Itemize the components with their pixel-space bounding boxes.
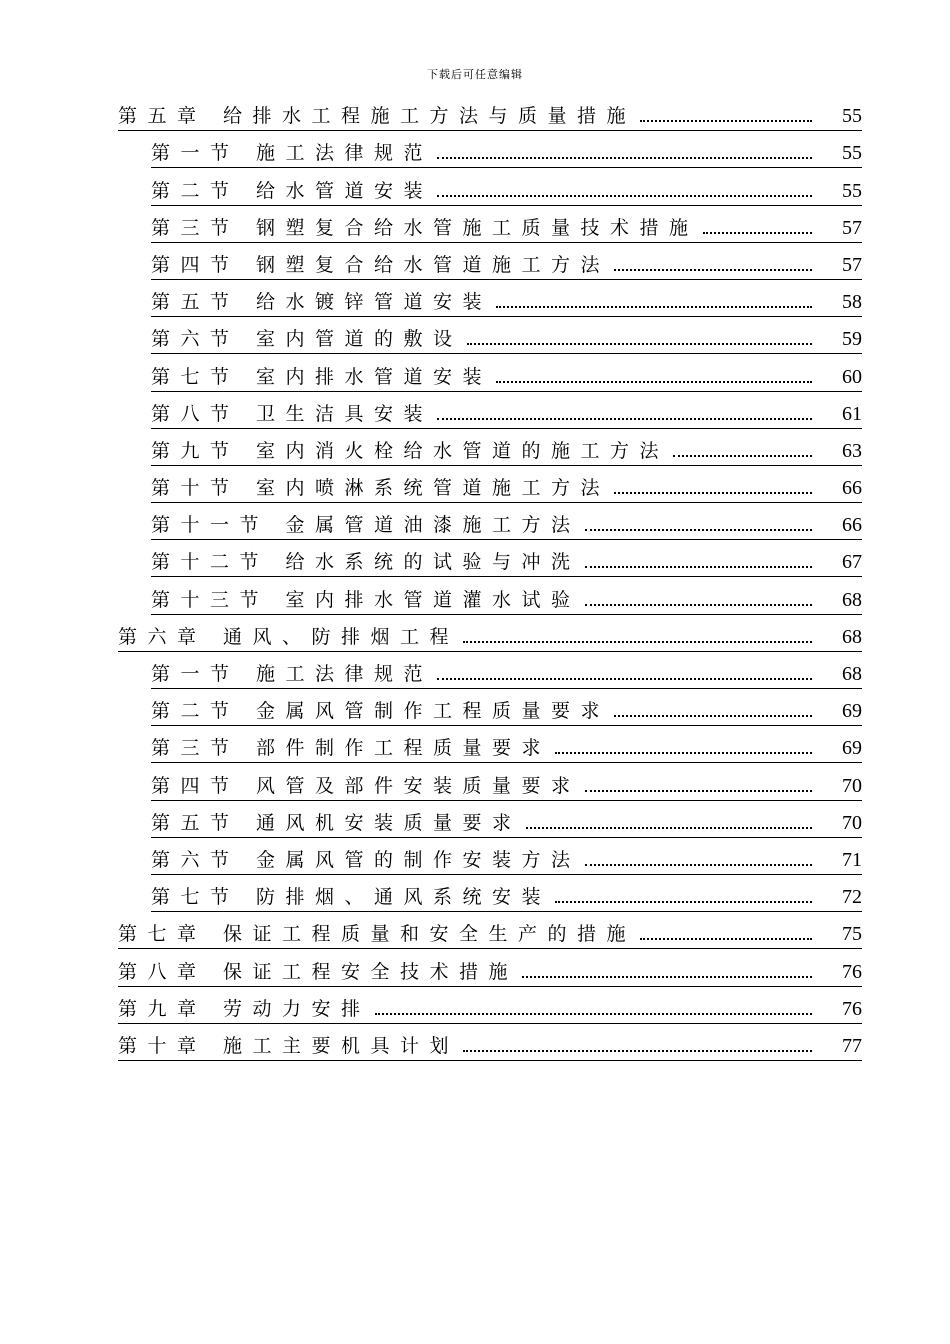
toc-entry-title: 第五章 给排水工程施工方法与质量措施: [118, 105, 637, 128]
toc-page-number: 59: [842, 328, 862, 351]
toc-page-number: 67: [842, 551, 862, 574]
toc-entry-title: 第四节 风管及部件安装质量要求: [151, 774, 581, 797]
toc-chapter-link[interactable]: [118, 987, 862, 1024]
toc-dot-leader: [467, 343, 812, 345]
toc-dot-leader: [614, 715, 812, 717]
toc-entry-title: 第九节 室内消火栓给水管道的施工方法: [151, 439, 670, 462]
toc-entry-title: 第十二节 给水系统的试验与冲洗: [151, 551, 581, 574]
toc-section-link[interactable]: [151, 801, 862, 838]
toc-chapter-link[interactable]: [118, 949, 862, 986]
toc-entry-title: 第六节 室内管道的敷设: [151, 328, 463, 351]
toc-entry-title: 第九章 劳动力安排: [118, 997, 371, 1020]
toc-dot-leader: [614, 269, 812, 271]
toc-entry-title: 第六节 金属风管的制作安装方法: [151, 848, 581, 871]
toc-section-link[interactable]: [151, 503, 862, 540]
toc-dot-leader: [555, 901, 812, 903]
toc-section-link[interactable]: [151, 243, 862, 280]
toc-entry-title: 第七章 保证工程质量和安全生产的措施: [118, 923, 637, 946]
toc-section-link[interactable]: [151, 689, 862, 726]
toc-entry-title: 第四节 钢塑复合给水管道施工方法: [151, 253, 611, 276]
toc-chapter-link[interactable]: [118, 94, 862, 131]
toc-page-number: 77: [842, 1034, 862, 1057]
toc-entry-title: 第一节 施工法律规范: [151, 663, 434, 685]
table-of-contents: [118, 94, 862, 1061]
toc-entry-title: 第三节 部件制作工程质量要求: [151, 737, 552, 760]
toc-entry-title: 第七节 防排烟、通风系统安装: [151, 886, 552, 909]
toc-entry-title: 第七节 室内排水管道安装: [151, 365, 493, 388]
toc-dot-leader: [555, 752, 812, 754]
toc-section-link[interactable]: [151, 875, 862, 912]
toc-page-number: 70: [842, 811, 862, 834]
toc-dot-leader: [585, 566, 812, 568]
toc-dot-leader: [585, 864, 812, 866]
toc-section-link[interactable]: [151, 540, 862, 577]
toc-entry-title: 第十一节 金属管道油漆施工方法: [151, 514, 581, 537]
toc-dot-leader: [640, 120, 812, 122]
toc-section-link[interactable]: [151, 652, 862, 689]
toc-dot-leader: [703, 232, 812, 234]
toc-dot-leader: [437, 157, 812, 159]
toc-dot-leader: [640, 938, 812, 940]
toc-dot-leader: [585, 529, 812, 531]
toc-section-link[interactable]: [151, 354, 862, 391]
toc-entry-title: 第十章 施工主要机具计划: [118, 1034, 460, 1057]
toc-page-number: 66: [842, 477, 862, 500]
toc-page-number: 63: [842, 439, 862, 462]
toc-page-number: 76: [842, 997, 862, 1020]
toc-page-number: 60: [842, 365, 862, 388]
toc-section-link[interactable]: [151, 577, 862, 614]
toc-page-number: 55: [842, 179, 862, 202]
toc-entry-title: 第五节 给水镀锌管道安装: [151, 291, 493, 314]
toc-dot-leader: [585, 604, 812, 606]
toc-entry-title: 第二节 金属风管制作工程质量要求: [151, 700, 611, 723]
toc-dot-leader: [522, 976, 812, 978]
toc-entry-title: 第十节 室内喷淋系统管道施工方法: [151, 477, 611, 500]
toc-entry-title: 第十三节 室内排水管道灌水试验: [151, 588, 581, 611]
toc-dot-leader: [496, 381, 812, 383]
page-header: 下载后可任意编辑: [427, 68, 523, 81]
toc-entry-title: 第八章 保证工程安全技术措施: [118, 960, 519, 983]
toc-entry-title: 第三节 钢塑复合给水管施工质量技术措施: [151, 216, 699, 239]
toc-page-number: 69: [842, 737, 862, 760]
toc-dot-leader: [437, 418, 812, 420]
toc-section-link[interactable]: [151, 726, 862, 763]
toc-page-number: 55: [842, 142, 862, 165]
toc-dot-leader: [437, 678, 812, 680]
toc-page-number: 76: [842, 960, 862, 983]
toc-dot-leader: [585, 790, 812, 792]
toc-dot-leader: [375, 1013, 812, 1015]
toc-entry-title: 第一节 施工法律规范: [151, 142, 434, 165]
toc-section-link[interactable]: [151, 392, 862, 429]
toc-page-number: 55: [842, 105, 862, 128]
toc-entry-title: 第六章 通风、防排烟工程: [118, 625, 460, 648]
toc-dot-leader: [673, 455, 812, 457]
toc-chapter-link[interactable]: [118, 615, 862, 652]
toc-entry-title: 第二节 给水管道安装: [151, 179, 434, 202]
toc-page-number: 57: [842, 253, 862, 276]
toc-dot-leader: [526, 827, 812, 829]
toc-dot-leader: [614, 492, 812, 494]
toc-dot-leader: [463, 641, 812, 643]
toc-section-link[interactable]: [151, 763, 862, 800]
toc-section-link[interactable]: [151, 131, 862, 168]
toc-page-number: 68: [842, 625, 862, 648]
toc-entry-title: 第五节 通风机安装质量要求: [151, 811, 522, 834]
toc-page-number: 72: [842, 886, 862, 909]
toc-section-link[interactable]: [151, 206, 862, 243]
toc-dot-leader: [496, 306, 812, 308]
toc-section-link[interactable]: [151, 429, 862, 466]
toc-section-link[interactable]: [151, 280, 862, 317]
toc-dot-leader: [437, 195, 812, 197]
toc-page-number: 68: [842, 663, 862, 685]
toc-entry-title: 第八节 卫生洁具安装: [151, 402, 434, 425]
toc-section-link[interactable]: [151, 317, 862, 354]
toc-chapter-link[interactable]: [118, 1024, 862, 1061]
toc-page-number: 69: [842, 700, 862, 723]
toc-page-number: 58: [842, 291, 862, 314]
toc-page-number: 75: [842, 923, 862, 946]
toc-page-number: 70: [842, 774, 862, 797]
toc-section-link[interactable]: [151, 466, 862, 503]
toc-chapter-link[interactable]: [118, 912, 862, 949]
toc-section-link[interactable]: [151, 838, 862, 875]
toc-dot-leader: [463, 1050, 812, 1052]
toc-page-number: 61: [842, 402, 862, 425]
toc-page-number: 66: [842, 514, 862, 537]
toc-page-number: 71: [842, 848, 862, 871]
toc-page-number: 68: [842, 588, 862, 611]
toc-page-number: 57: [842, 216, 862, 239]
toc-section-link[interactable]: [151, 168, 862, 205]
